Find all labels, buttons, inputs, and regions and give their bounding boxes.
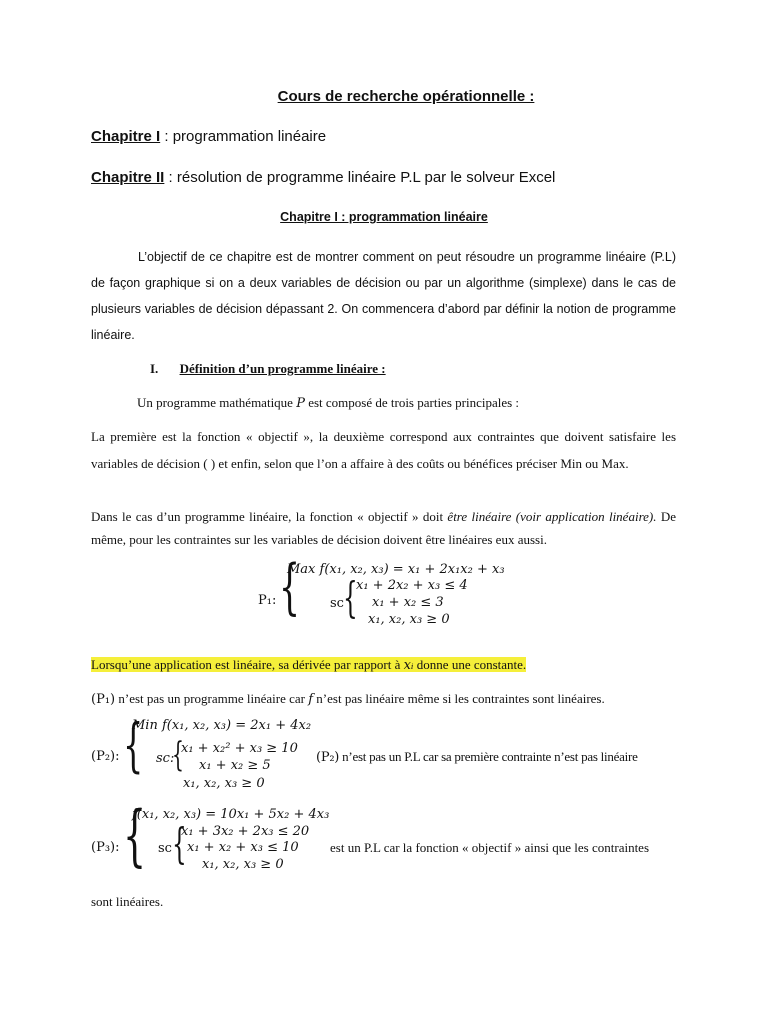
p1-note-text-a: n’est pas un programme linéaire car xyxy=(115,691,309,706)
p3-objective: f(x₁, x₂, x₃) = 10x₁ + 5x₂ + 4x₃ xyxy=(132,807,330,822)
p1-inner-brace: { xyxy=(343,573,358,622)
definition-p3-text-b: De même, pour les contraintes sur les variables de décision doivent être linéaires eux aussi. xyxy=(91,509,677,547)
p1-constraint-1: x₁ + 2x₂ + x₃ ≤ 4 xyxy=(356,578,468,593)
p2-sc: sc: xyxy=(156,751,175,766)
p2-comment xyxy=(316,749,638,765)
definition-p1-text-a: Un programme mathématique xyxy=(137,395,297,410)
p2-constraint-2: x₁ + x₂ ≥ 5 xyxy=(199,758,271,773)
p3-comment: est un P.L car la fonction « objectif » ainsi que les contraintes xyxy=(330,840,650,855)
p1-note-label: (P₁) xyxy=(91,692,116,707)
highlight-var: xᵢ xyxy=(403,658,414,673)
p2-comment-text: n’est pas un P.L car sa première contrainte n’est pas linéaire xyxy=(339,749,638,764)
p3-constraint-2: x₁ + x₂ + x₃ ≤ 10 xyxy=(187,840,299,855)
definition-p1 xyxy=(137,395,519,411)
p1-constraint-2: x₁ + x₂ ≤ 3 xyxy=(372,595,444,610)
p1-outer-brace: { xyxy=(279,552,301,622)
p2-objective: Min f(x₁, x₂, x₃) = 2x₁ + 4x₂ xyxy=(132,718,312,733)
chapter-2-line xyxy=(91,169,555,186)
chapter-1-title: : programmation linéaire xyxy=(160,128,327,145)
chapter-2-title: : résolution de programme linéaire P.L par le solveur Excel xyxy=(164,169,556,186)
definition-title: Définition d’un programme linéaire : xyxy=(179,361,386,376)
definition-p2: La première est la fonction « objectif », la deuxième correspond aux contraintes que doivent satisfaire les variables de décision ( ) et enfin, selon que l’on a affaire à des coûts ou bénéfices préciser Min ou Max. xyxy=(91,429,676,471)
definition-heading xyxy=(150,361,386,377)
p3-inner-brace: { xyxy=(172,819,187,868)
p1-note xyxy=(91,691,605,707)
p2-nonneg: x₁, x₂, x₃ ≥ 0 xyxy=(183,776,265,791)
p2-constraint-1: x₁ + x₂² + x₃ ≥ 10 xyxy=(181,741,298,756)
p3-comment-continued: sont linéaires. xyxy=(91,894,164,909)
definition-p3-text-a: Dans le cas d’un programme linéaire, la fonction « objectif » doit xyxy=(91,509,448,524)
course-title: Cours de recherche opérationnelle : xyxy=(277,88,535,105)
p2-label: (P₂): xyxy=(91,749,120,764)
chapter-1-line xyxy=(91,128,326,145)
p2-comment-label: (P₂) xyxy=(316,750,340,765)
p3-label: (P₃): xyxy=(91,840,120,855)
p1-note-var: f xyxy=(308,692,314,707)
p1-label: P₁: xyxy=(258,593,277,608)
p2-outer-brace: { xyxy=(123,711,144,779)
definition-p1-text-b: est composé de trois parties principales : xyxy=(304,395,520,410)
p3-sc: sc xyxy=(158,841,172,856)
definition-p1-var: P xyxy=(296,396,305,411)
p1-objective: Max f(x₁, x₂, x₃) = x₁ + 2x₁x₂ + x₃ xyxy=(287,562,505,577)
p3-constraint-3: x₁, x₂, x₃ ≥ 0 xyxy=(202,857,284,872)
intro-paragraph: L’objectif de ce chapitre est de montrer comment on peut résoudre un programme linéaire (P.L) de façon graphique si on a deux variables de décision ou par un algorithme (simplexe) dans le cas de plusieurs variables de décision dépassant 2. On commencera d’abord par définir la notion de programme linéaire. xyxy=(91,250,676,342)
p1-sc: sc xyxy=(330,596,344,611)
p3-constraint-1: x₁ + 3x₂ + 2x₃ ≤ 20 xyxy=(181,824,310,839)
highlight-text-a: Lorsqu’une application est linéaire, sa dérivée par rapport à xyxy=(91,657,404,672)
chapter-1-label: Chapitre I xyxy=(91,128,161,145)
section-title: Chapitre I : programmation linéaire xyxy=(280,210,488,224)
definition-number: I. xyxy=(150,361,159,376)
highlight-note-text xyxy=(91,657,526,672)
definition-p3 xyxy=(91,505,676,551)
definition-p3-italic: être linéaire (voir application linéaire). xyxy=(447,509,657,524)
highlight-note xyxy=(91,657,526,673)
chapter-2-label: Chapitre II xyxy=(91,169,165,186)
p3-outer-brace: { xyxy=(123,797,147,874)
p1-note-text-b: n’est pas linéaire même si les contraintes sont linéaires. xyxy=(313,691,605,706)
p2-inner-brace: { xyxy=(172,735,184,775)
highlight-text-b: donne une constante. xyxy=(413,657,527,672)
p1-constraint-3: x₁, x₂, x₃ ≥ 0 xyxy=(368,612,450,627)
